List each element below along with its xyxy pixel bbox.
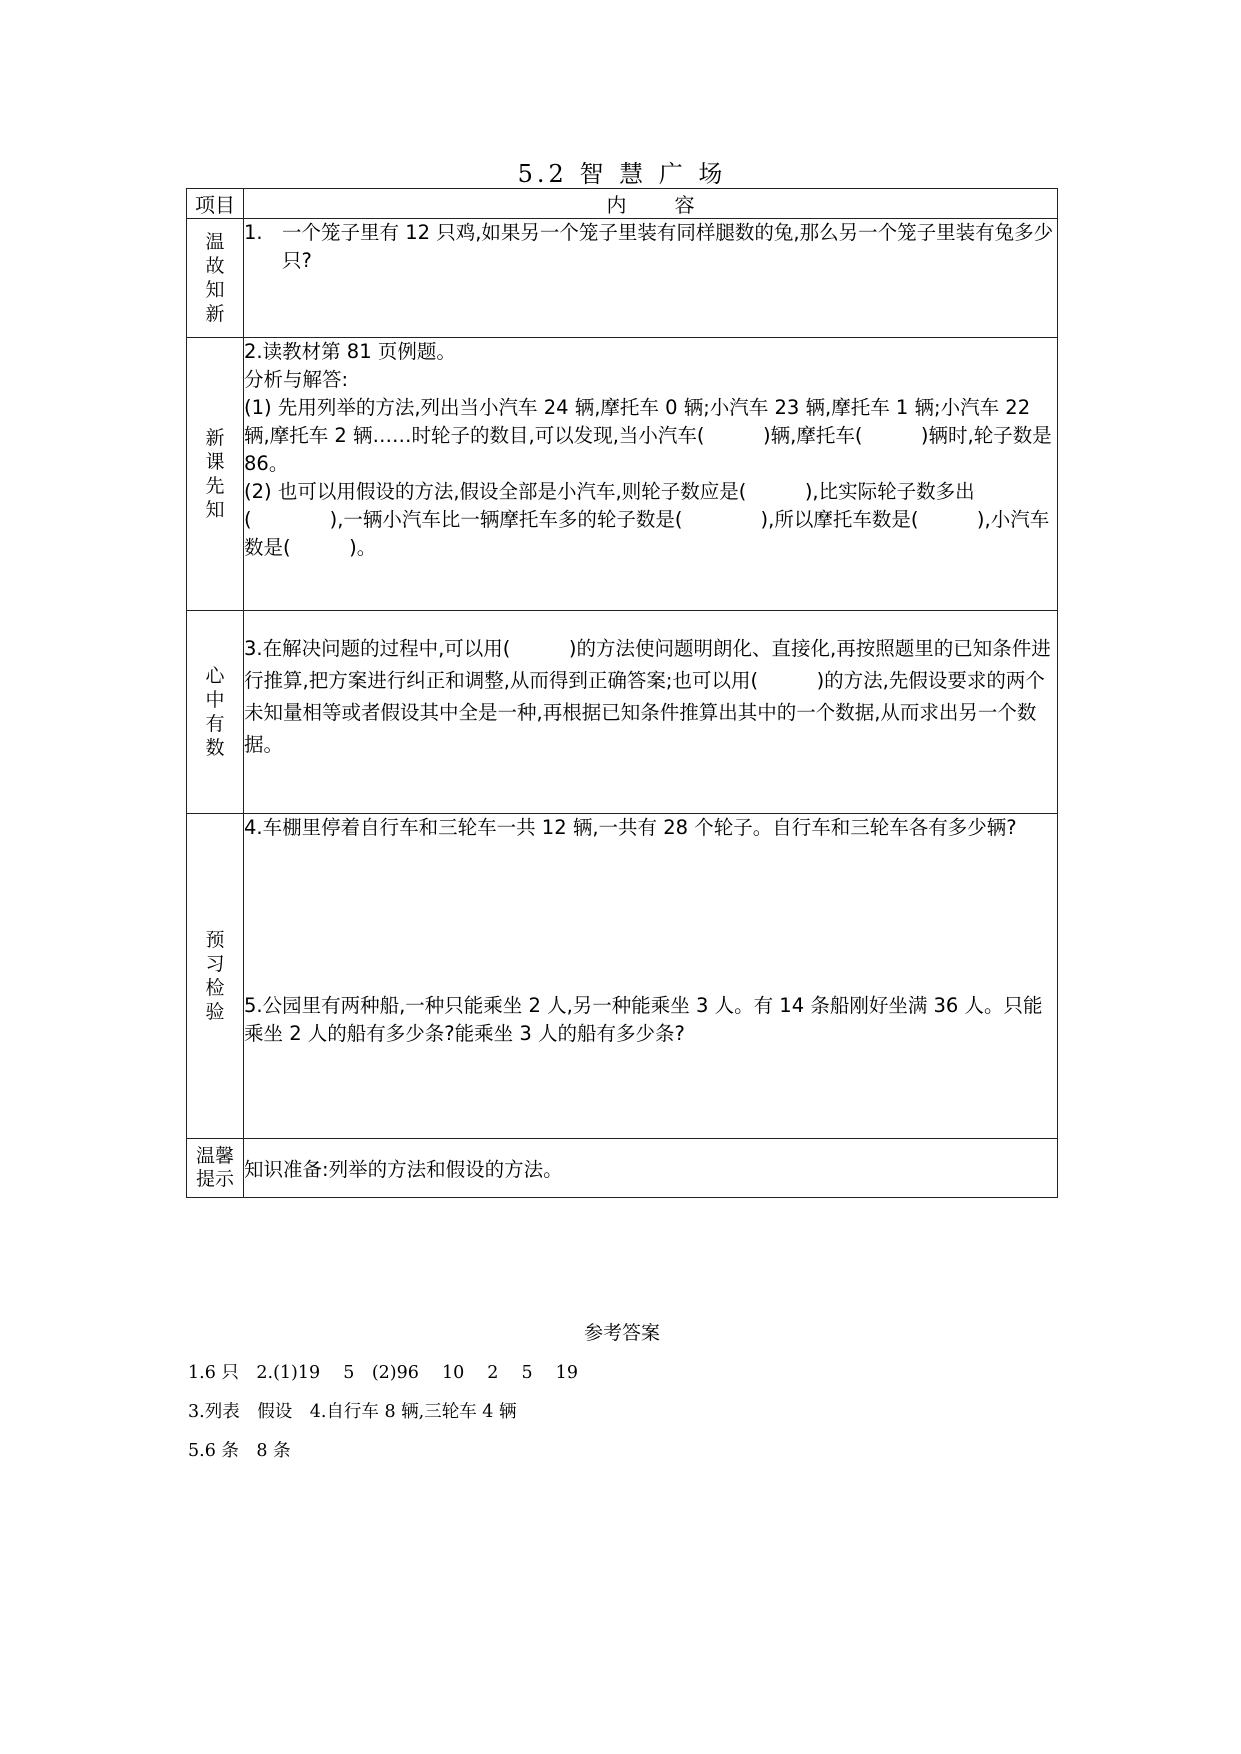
row-label-tip: 温馨 提示 xyxy=(187,1139,244,1198)
worksheet-table xyxy=(186,188,1058,1198)
answer-space xyxy=(244,842,1057,992)
header-content-label: 内容 xyxy=(606,193,743,217)
question-1-number: 1. xyxy=(244,221,263,244)
tip-text: 知识准备:列举的方法和假设的方法。 xyxy=(244,1139,1058,1198)
question-2-part-2: (2) 也可以用假设的方法,假设全部是小汽车,则轮子数应是( ),比实际轮子数多出( ),一辆小汽车比一辆摩托车多的轮子数是( ),所以摩托车数是( ),小汽车数是( )。 xyxy=(244,480,1050,559)
row-content-review xyxy=(244,219,1058,338)
question-4-text: 4.车棚里停着自行车和三轮车一共 12 辆,一共有 28 个轮子。自行车和三轮车各有多少辆? xyxy=(244,816,1017,839)
question-5-text: 5.公园里有两种船,一种只能乘坐 2 人,另一种能乘坐 3 人。有 14 条船刚好坐满 36 人。只能乘坐 2 人的船有多少条?能乘坐 3 人的船有多少条? xyxy=(244,994,1043,1045)
row-content-summary xyxy=(244,611,1058,814)
table-row xyxy=(187,814,1058,1139)
row-label-preview: 新 课 先 知 xyxy=(187,338,244,611)
row-content-check xyxy=(244,814,1058,1139)
table-row xyxy=(187,611,1058,814)
question-3-text: 3.在解决问题的过程中,可以用( )的方法使问题明朗化、直接化,再按照题里的已知条件进行推算,把方案进行纠正和调整,从而得到正确答案;也可以用( )的方法,先假设要求的两个未知量相等或者假设其中全是一种,再根据已知条件推算出其中的一个数据,从而求出另一个数据。 xyxy=(244,637,1051,756)
answer-line-1: 1.6 只 2.(1)19 5 (2)96 10 2 5 19 xyxy=(188,1363,578,1383)
row-label-check: 预 习 检 验 xyxy=(187,814,244,1139)
table-row xyxy=(187,219,1058,338)
question-2-part-1: (1) 先用列举的方法,列出当小汽车 24 辆,摩托车 0 辆;小汽车 23 辆,摩托车 1 辆;小汽车 22 辆,摩托车 2 辆……时轮子的数目,可以发现,当小汽车( )辆,摩托车( )辆时,轮子数是 86。 xyxy=(244,396,1052,475)
question-2-title: 2.读教材第 81 页例题。 xyxy=(244,340,456,363)
table-header-row xyxy=(187,189,1058,219)
answer-line-3: 5.6 条 8 条 xyxy=(188,1441,291,1461)
row-content-preview xyxy=(244,338,1058,611)
page-title: 5.2 智 慧 广 场 xyxy=(517,160,727,188)
answers-title: 参考答案 xyxy=(583,1322,660,1344)
table-row xyxy=(187,1139,1058,1198)
answer-line-2: 3.列表 假设 4.自行车 8 辆,三轮车 4 辆 xyxy=(188,1402,517,1422)
row-label-summary: 心 中 有 数 xyxy=(187,611,244,814)
analysis-label: 分析与解答: xyxy=(244,368,349,391)
header-content xyxy=(244,189,1058,219)
header-item: 项目 xyxy=(187,189,244,219)
table-row xyxy=(187,338,1058,611)
question-1-text: 一个笼子里有 12 只鸡,如果另一个笼子里装有同样腿数的兔,那么另一个笼子里装有兔多少只? xyxy=(282,221,1054,272)
question-1 xyxy=(244,219,1057,275)
row-label-review: 温 故 知 新 xyxy=(187,219,244,338)
